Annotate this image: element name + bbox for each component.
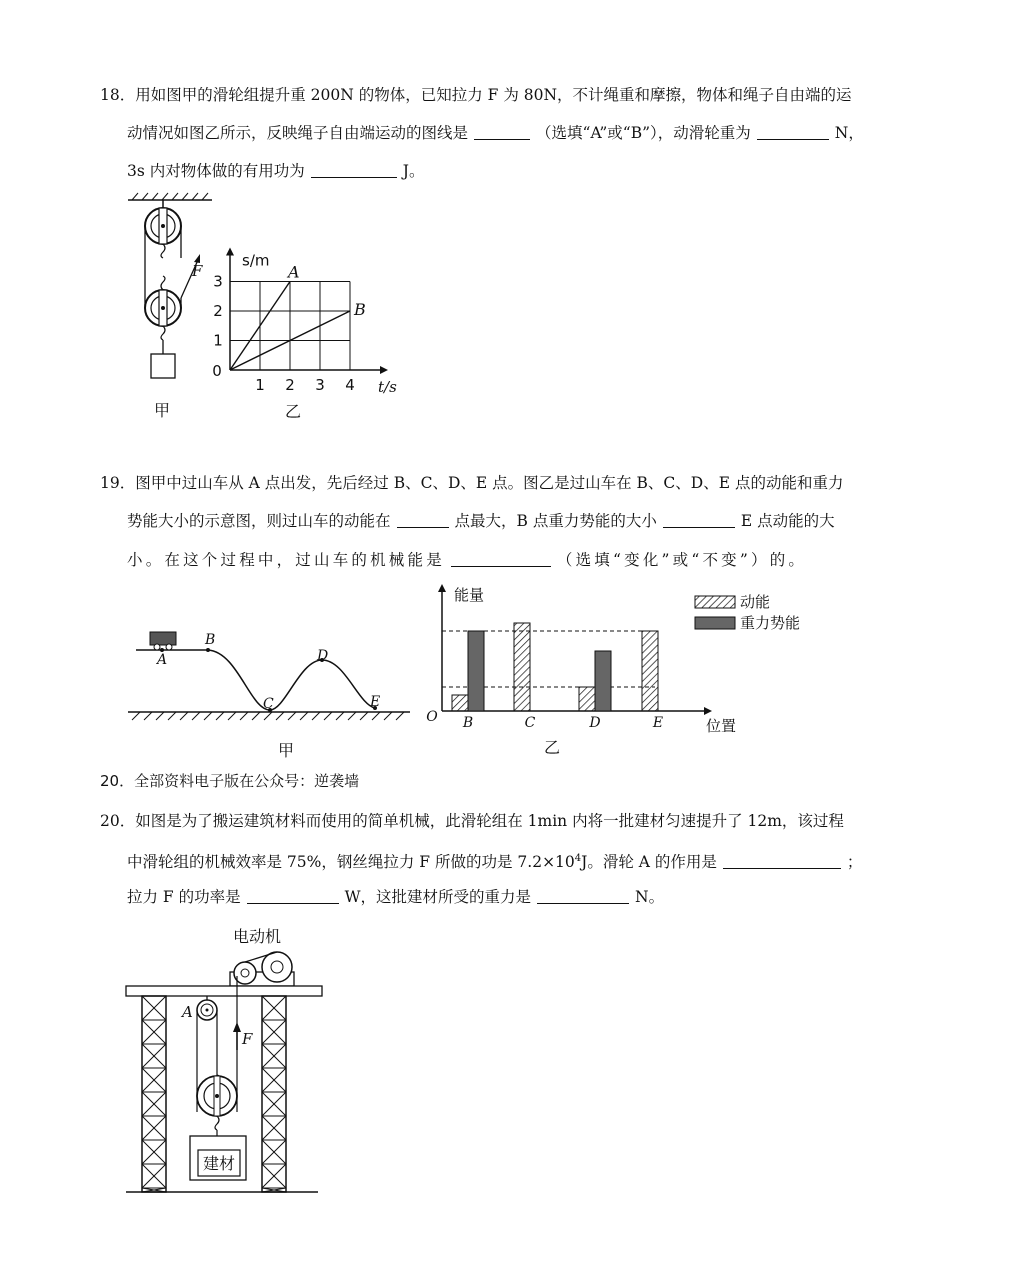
q20-line-2: [127, 848, 915, 873]
st-x-tick: 3: [315, 376, 325, 394]
st-chart: [205, 235, 420, 425]
crane-force-label: F: [242, 1030, 253, 1048]
q19-fig-jia-label: 甲: [277, 741, 295, 760]
q19-line-1: 19．图甲中过山车从 A 点出发，先后经过 B、C、D、E 点。图乙是过山车在 B、C、D、E 点的动能和重力: [100, 474, 844, 492]
q20-blank-1[interactable]: [723, 852, 841, 869]
st-labels: [212, 252, 397, 397]
track-point-D: D: [317, 648, 329, 664]
q18-line-1: 18．用如图甲的滑轮组提升重 200N 的物体，已知拉力 F 为 80N，不计绳重和摩擦，物体和绳子自由端的运: [100, 86, 852, 104]
q20-text-2sup: 4: [574, 853, 582, 864]
st-y-label: s/m: [242, 251, 270, 270]
energy-category-D: D: [589, 715, 601, 731]
st-x-tick: 1: [255, 376, 265, 394]
q20-line-3: [127, 886, 915, 908]
energy-x-arrow: [704, 707, 712, 715]
legend-potential-swatch: [695, 617, 735, 629]
q20-text-2c: ；: [846, 853, 863, 872]
crane-figure: [120, 920, 330, 1205]
energy-bar-potential-B: [468, 631, 484, 711]
energy-category-B: B: [462, 715, 474, 731]
q20-text-2a: 中滑轮组的机械效率是 75%，钢丝绳拉力 F 所做的功是 7.2×10: [127, 853, 575, 872]
st-origin: 0: [212, 362, 222, 380]
q19-text-2a: 势能大小的示意图，则过山车的动能在: [127, 512, 391, 530]
energy-bar-potential-D: [595, 651, 611, 711]
st-x-arrow: [380, 366, 388, 374]
q18-text-2c: N，: [834, 124, 864, 142]
energy-x-label: 位置: [706, 717, 737, 735]
q18-blank-3[interactable]: [311, 161, 397, 178]
q18-blank-1[interactable]: [474, 123, 530, 140]
pulley-a-label: A: [182, 1003, 193, 1021]
q19-line-2: [127, 510, 915, 532]
q18-fig-jia-label: 甲: [153, 401, 171, 420]
q18-text-3a: 3s 内对物体做的有用功为: [127, 162, 305, 180]
legend-kinetic-label: 动能: [740, 593, 771, 611]
q18-force-label: F: [192, 262, 203, 280]
q19-text-2b: 点最大，B 点重力势能的大小: [454, 512, 657, 530]
energy-chart: [420, 578, 820, 763]
st-y-arrow: [226, 248, 234, 256]
energy-bar-kinetic-D: [579, 687, 595, 711]
q19-blank-2[interactable]: [663, 511, 735, 528]
track-point-B: B: [205, 632, 216, 648]
track-point-A: A: [157, 652, 168, 668]
energy-category-C: C: [524, 715, 536, 731]
q20-text-3c: N。: [635, 888, 665, 906]
q20-blank-3[interactable]: [537, 887, 629, 904]
q18-text-2a: 动情况如图乙所示，反映绳子自由端运动的图线是: [127, 124, 469, 142]
st-x-tick: 2: [285, 376, 295, 394]
q20-text-2b: J。滑轮 A 的作用是: [581, 853, 717, 872]
q19-text-3a: 小。在这个过程中，过山车的机械能是: [127, 551, 445, 569]
q19-text-2c: E 点动能的大: [740, 512, 835, 530]
energy-y-arrow: [438, 584, 446, 592]
energy-bar-kinetic-B: [452, 695, 468, 711]
st-y-tick: 1: [213, 331, 223, 350]
st-series-label-A: A: [288, 262, 300, 282]
st-y-tick: 3: [213, 272, 223, 291]
q18-text-3b: J。: [402, 162, 425, 180]
energy-y-label: 能量: [454, 586, 485, 604]
q18-line-3: [127, 160, 915, 182]
q18-blank-2[interactable]: [757, 123, 829, 140]
energy-bar-kinetic-C: [514, 623, 530, 711]
st-x-label: t/s: [378, 378, 397, 396]
track-point-E: E: [370, 694, 381, 710]
q19-text-3b: （选填“变化”或“不变”）的。: [556, 551, 808, 569]
q20-text-3b: W，这批建材所受的重力是: [344, 888, 532, 906]
roller-coaster-figure: [120, 620, 420, 760]
legend-potential-label: 重力势能: [740, 614, 801, 632]
track-point-C: C: [263, 696, 274, 712]
q18-line-2: [127, 122, 915, 144]
energy-legend: [695, 593, 800, 632]
energy-origin: O: [426, 709, 438, 725]
energy-category-E: E: [652, 715, 664, 731]
q20-text-3a: 拉力 F 的功率是: [127, 888, 241, 906]
q18-text-2b: （选填“A”或“B”），动滑轮重为: [536, 124, 751, 142]
st-x-tick: 4: [345, 376, 355, 394]
st-series-label-B: B: [354, 300, 366, 319]
q19-fig-yi-label: 乙: [543, 738, 561, 757]
q19-blank-1[interactable]: [397, 511, 449, 528]
q19-line-3: [127, 549, 915, 571]
legend-kinetic-swatch: [695, 596, 735, 608]
energy-bars: [452, 623, 658, 711]
q20-line-1: 20．如图是为了搬运建筑材料而使用的简单机械，此滑轮组在 1min 内将一批建材匀速提升了 12m，该过程: [100, 812, 844, 830]
energy-bar-kinetic-E: [642, 631, 658, 711]
q18-fig-yi-label: 乙: [284, 402, 302, 421]
resource-note: 20．全部资料电子版在公众号：逆袭墙: [100, 772, 360, 790]
motor-label: 电动机: [232, 927, 282, 946]
material-label: 建材: [202, 1154, 236, 1173]
q19-blank-3[interactable]: [451, 550, 551, 567]
q20-blank-2[interactable]: [247, 887, 339, 904]
st-y-tick: 2: [213, 302, 223, 320]
